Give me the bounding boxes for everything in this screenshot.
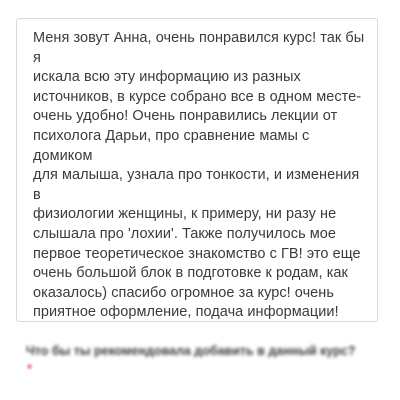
- answer-text: Меня зовут Анна, очень понравился курс! так бы я искала всю эту информацию из разных источников, в курсе собрано все в одном месте- очень удобно! Очень понравились лекции от психолога Дарьи, про сравнение мамы с домиком для малыша, узнала про тонкости, и изменения в физиологии женщины, к примеру, ни разу не слышала про 'лохии'. Также получилось мое первое теоретическое знакомство с ГВ! это еще очень большой блок в подготовке к родам, как оказалось) спасибо огромное за курс! очень приятное оформление, подача информации!: [33, 30, 365, 321]
- question-label: Что бы ты рекомендовала добавить в данный курс?: [26, 344, 356, 358]
- required-mark: *: [27, 361, 33, 376]
